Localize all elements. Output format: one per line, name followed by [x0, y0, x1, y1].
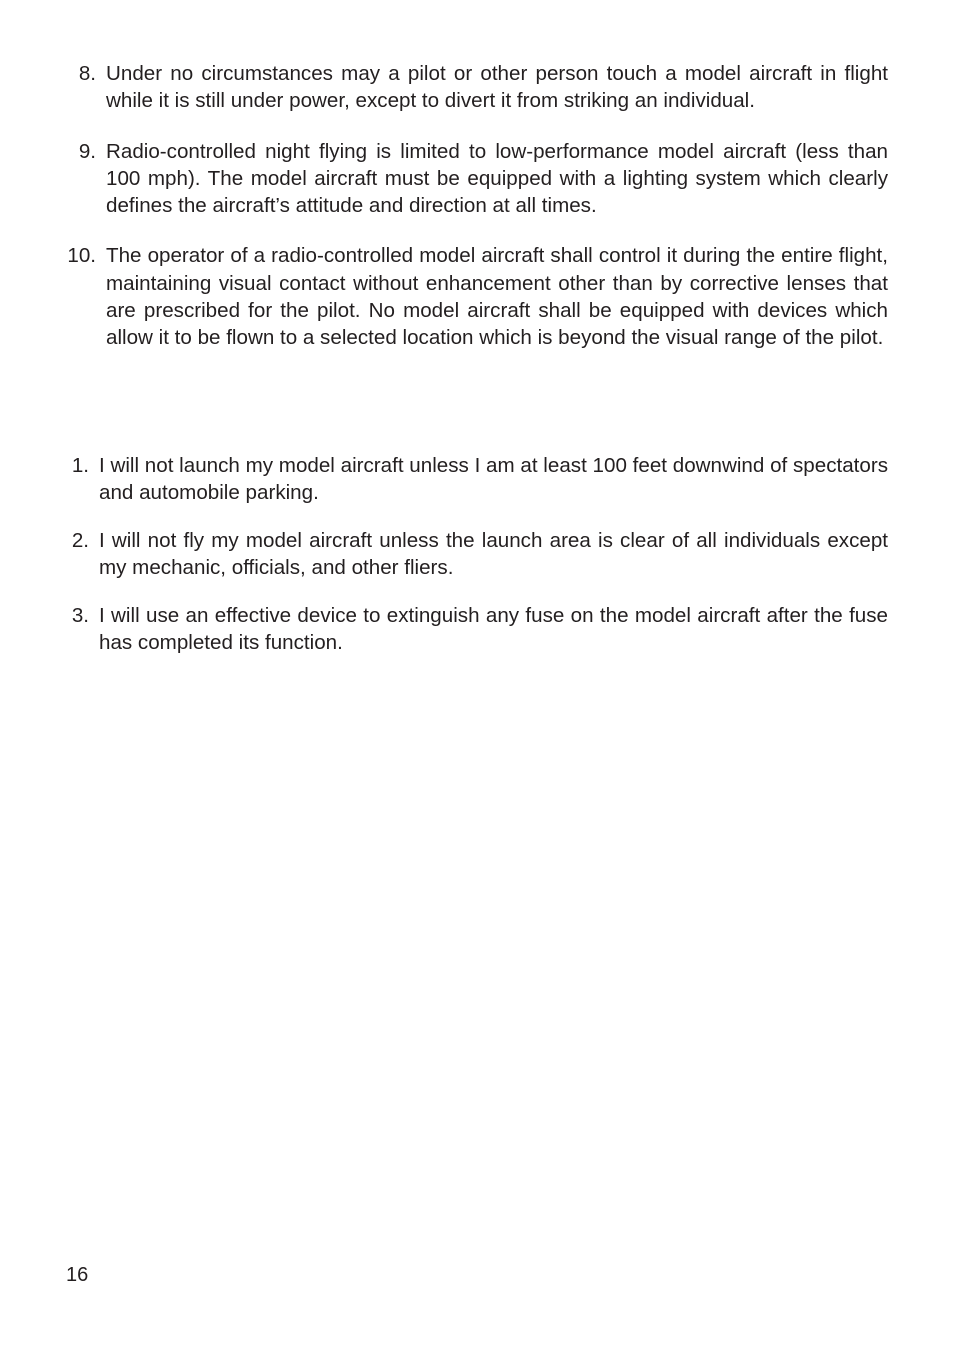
list-item-number: 8. — [78, 62, 96, 85]
list-item — [60, 60, 888, 115]
launch-rules-list — [60, 452, 888, 677]
list-item-text: Radio-controlled night flying is limited to low-performance model aircraft (less than 100 mph). The model aircraft must be equipped with a lighting system which clearly defines the aircraft’s attitude and direction at all times. — [106, 139, 888, 218]
list-item-number: 3. — [71, 604, 89, 628]
list-item-text: The operator of a radio-controlled model aircraft shall control it during the entire flight, maintaining visual contact without enhancement other than by corrective lenses that are prescribed for the pilot. No model aircraft shall be equipped with devices which allow it to be flown to a selected location which is beyond the visual range of the pilot. — [106, 244, 888, 350]
list-item — [60, 452, 888, 507]
list-item — [60, 138, 888, 220]
list-item-number: 2. — [71, 529, 89, 553]
list-item — [60, 242, 888, 351]
list-item — [60, 527, 888, 582]
rules-list-continued — [60, 60, 888, 375]
list-item-number: 1. — [71, 454, 89, 477]
page-number: 16 — [66, 1264, 89, 1286]
list-item-text: I will not fly my model aircraft unless the launch area is clear of all individuals except my mechanic, officials, and other fliers. — [99, 529, 888, 580]
list-item-number: 10. — [67, 244, 96, 268]
list-item — [60, 602, 888, 657]
list-item-text: I will not launch my model aircraft unless I am at least 100 feet downwind of spectators and automobile parking. — [99, 454, 888, 505]
list-item-text: Under no circumstances may a pilot or other person touch a model aircraft in flight while it is still under power, except to divert it from striking an individual. — [106, 62, 888, 113]
list-item-number: 9. — [78, 139, 96, 163]
list-item-text: I will use an effective device to extinguish any fuse on the model aircraft after the fuse has completed its function. — [99, 604, 888, 655]
